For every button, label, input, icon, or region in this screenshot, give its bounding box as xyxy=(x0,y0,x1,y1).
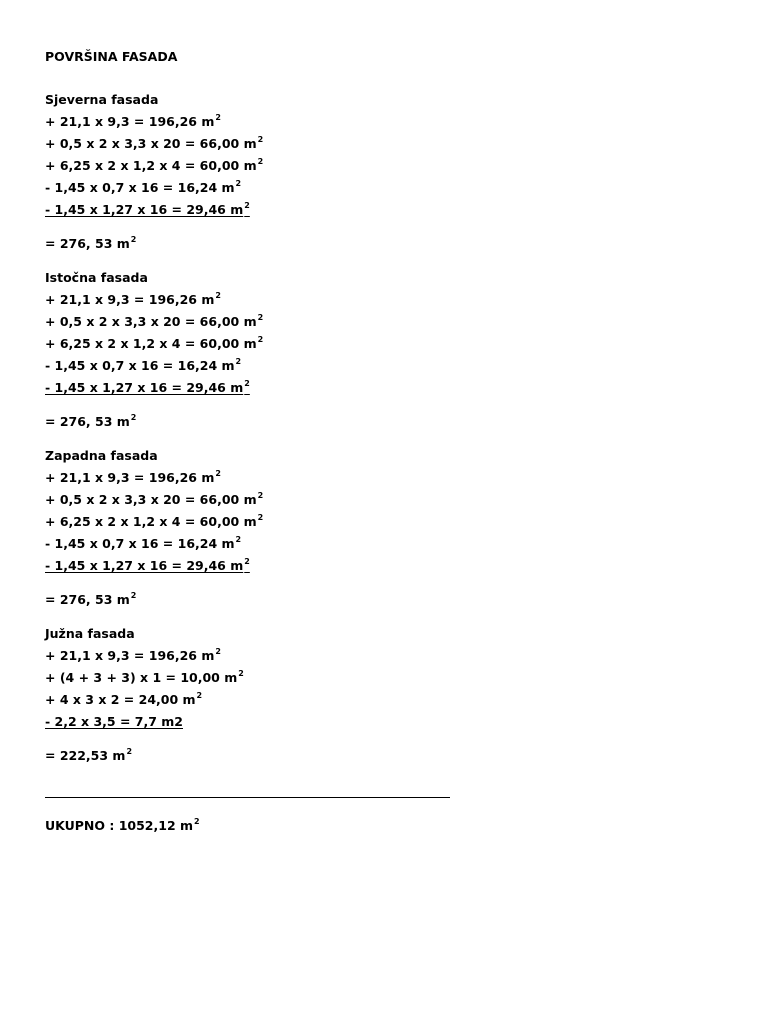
calc-line: + 0,5 x 2 x 3,3 x 20 = 66,00 $m^2$ xyxy=(45,491,264,507)
section-zapadna xyxy=(45,445,725,611)
calc-line: + 21,1 x 9,3 = 196,26 $m^2$ xyxy=(45,291,221,307)
section-juzna xyxy=(45,623,725,767)
section-istocna xyxy=(45,267,725,433)
calc-line-last: - 1,45 x 1,27 x 16 = 29,46 $m^2$ xyxy=(45,557,250,573)
section-heading: Istočna fasada xyxy=(45,270,148,285)
calc-line: - 1,45 x 0,7 x 16 = 16,24 $m^2$ xyxy=(45,357,242,373)
calc-line-last: - 1,45 x 1,27 x 16 = 29,46 $m^2$ xyxy=(45,379,250,395)
section-total: = 222,53 $m^2$ xyxy=(45,747,133,763)
calc-line: + 21,1 x 9,3 = 196,26 $m^2$ xyxy=(45,469,221,485)
document-body xyxy=(45,46,725,767)
calc-line: + 6,25 x 2 x 1,2 x 4 = 60,00 $m^2$ xyxy=(45,513,264,529)
divider-line xyxy=(45,797,450,798)
calc-line: + 21,1 x 9,3 = 196,26 $m^2$ xyxy=(45,113,221,129)
section-total: = 276, 53 $m^2$ xyxy=(45,591,137,607)
calc-line: + 6,25 x 2 x 1,2 x 4 = 60,00 $m^2$ xyxy=(45,157,264,173)
grand-total: UKUPNO : 1052,12 $m^2$ xyxy=(45,817,200,833)
calc-line: - 1,45 x 0,7 x 16 = 16,24 $m^2$ xyxy=(45,535,242,551)
calc-line: + 0,5 x 2 x 3,3 x 20 = 66,00 $m^2$ xyxy=(45,135,264,151)
calc-line-last: - 2,2 x 3,5 = 7,7 m2 xyxy=(45,714,183,729)
section-total: = 276, 53 $m^2$ xyxy=(45,413,137,429)
calc-line-last: - 1,45 x 1,27 x 16 = 29,46 $m^2$ xyxy=(45,201,250,217)
section-heading: Južna fasada xyxy=(45,626,135,641)
section-total: = 276, 53 $m^2$ xyxy=(45,235,137,251)
calc-line: + (4 + 3 + 3) x 1 = 10,00 $m^2$ xyxy=(45,669,244,685)
calc-line: + 4 x 3 x 2 = 24,00 $m^2$ xyxy=(45,691,203,707)
section-heading: Sjeverna fasada xyxy=(45,92,159,107)
calc-line: + 6,25 x 2 x 1,2 x 4 = 60,00 $m^2$ xyxy=(45,335,264,351)
document-title: POVRŠINA FASADA xyxy=(45,49,178,64)
section-heading: Zapadna fasada xyxy=(45,448,158,463)
calc-line: + 21,1 x 9,3 = 196,26 $m^2$ xyxy=(45,647,221,663)
calc-line: - 1,45 x 0,7 x 16 = 16,24 $m^2$ xyxy=(45,179,242,195)
section-sjeverna xyxy=(45,89,725,255)
calc-line: + 0,5 x 2 x 3,3 x 20 = 66,00 $m^2$ xyxy=(45,313,264,329)
